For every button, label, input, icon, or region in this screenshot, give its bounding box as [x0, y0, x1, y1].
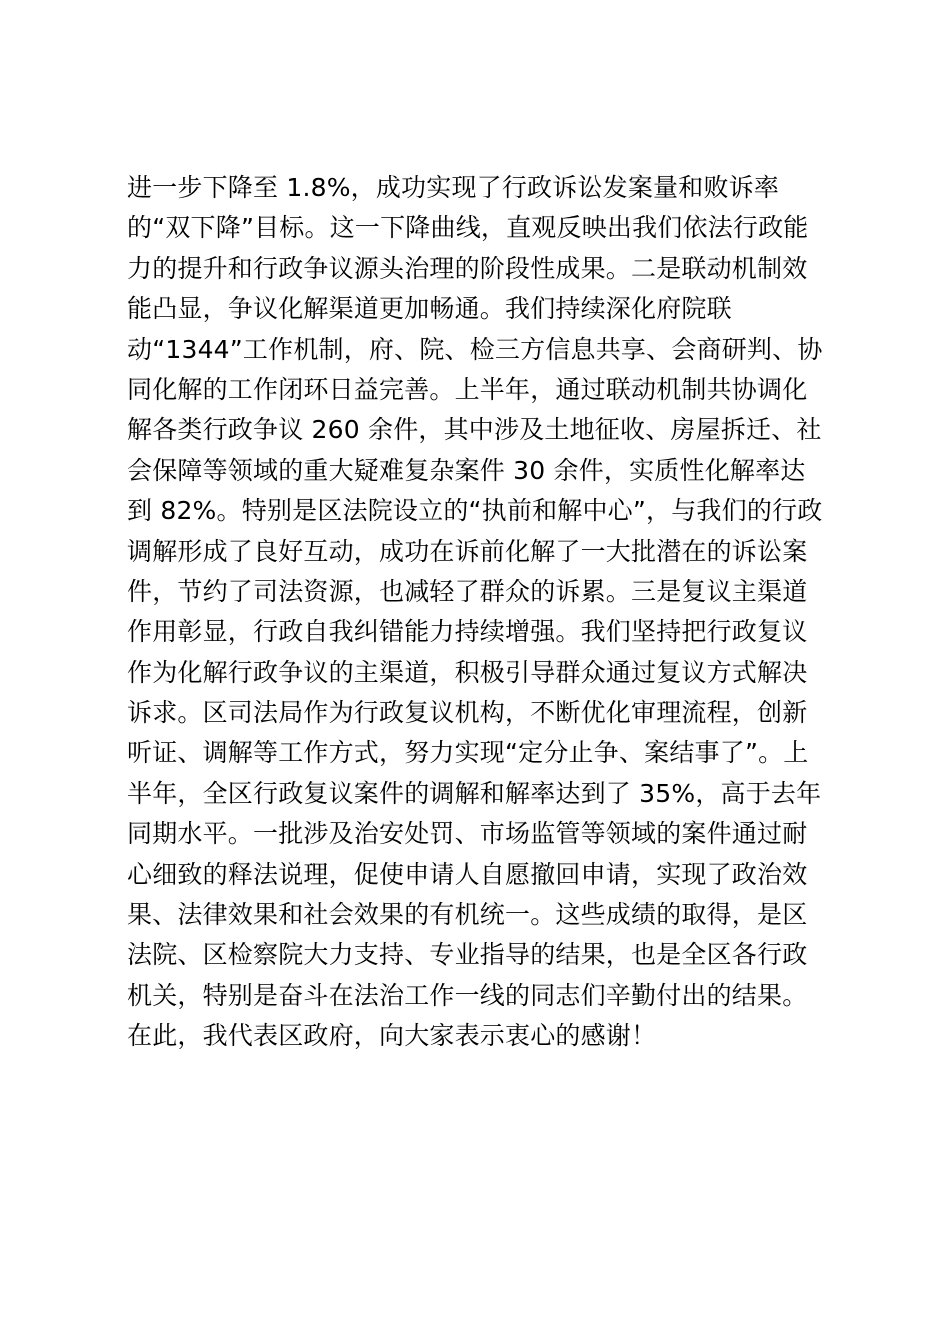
- text-line: 诉求。区司法局作为行政复议机构，不断优化审理流程，创新: [127, 698, 808, 728]
- text-line: 听证、调解等工作方式，努力实现“定分止争、案结事了”。上: [127, 738, 809, 768]
- text-line: 进一步下降至 1.8%，成功实现了行政诉讼发案量和败诉率: [127, 173, 780, 202]
- text-line: 的“双下降”目标。这一下降曲线，直观反映出我们依法行政能: [127, 213, 809, 243]
- text-line: 作用彰显，行政自我纠错能力持续增强。我们坚持把行政复议: [127, 617, 808, 647]
- text-line: 在此，我代表区政府，向大家表示衷心的感谢！: [127, 1021, 657, 1051]
- text-line: 解各类行政争议 260 余件，其中涉及土地征收、房屋拆迁、社: [127, 415, 822, 445]
- text-line: 动“1344”工作机制，府、院、检三方信息共享、会商研判、协: [127, 334, 823, 364]
- text-line: 同期水平。一批涉及治安处罚、市场监管等领域的案件通过耐: [127, 819, 808, 849]
- text-line: 能凸显，争议化解渠道更加畅通。我们持续深化府院联: [127, 294, 732, 324]
- text-line: 同化解的工作闭环日益完善。上半年，通过联动机制共协调化: [127, 374, 808, 404]
- text-line: 调解形成了良好互动，成功在诉前化解了一大批潜在的诉讼案: [127, 536, 808, 566]
- text-line: 心细致的释法说理，促使申请人自愿撤回申请，实现了政治效: [127, 859, 808, 889]
- text-line: 果、法律效果和社会效果的有机统一。这些成绩的取得，是区: [127, 900, 808, 930]
- text-line: 到 82%。特别是区法院设立的“执前和解中心”，与我们的行政: [127, 496, 823, 526]
- text-line: 半年，全区行政复议案件的调解和解率达到了 35%，高于去年: [127, 778, 822, 808]
- text-line: 力的提升和行政争议源头治理的阶段性成果。二是联动机制效: [127, 253, 808, 283]
- body-paragraph: [127, 168, 837, 1057]
- text-line: 作为化解行政争议的主渠道，积极引导群众通过复议方式解决: [127, 657, 808, 687]
- text-line: 件，节约了司法资源，也减轻了群众的诉累。三是复议主渠道: [127, 576, 808, 606]
- text-line: 机关，特别是奋斗在法治工作一线的同志们辛勤付出的结果。: [127, 980, 808, 1010]
- text-line: 会保障等领域的重大疑难复杂案件 30 余件，实质性化解率达: [127, 455, 806, 485]
- text-line: 法院、区检察院大力支持、专业指导的结果，也是全区各行政: [127, 940, 808, 970]
